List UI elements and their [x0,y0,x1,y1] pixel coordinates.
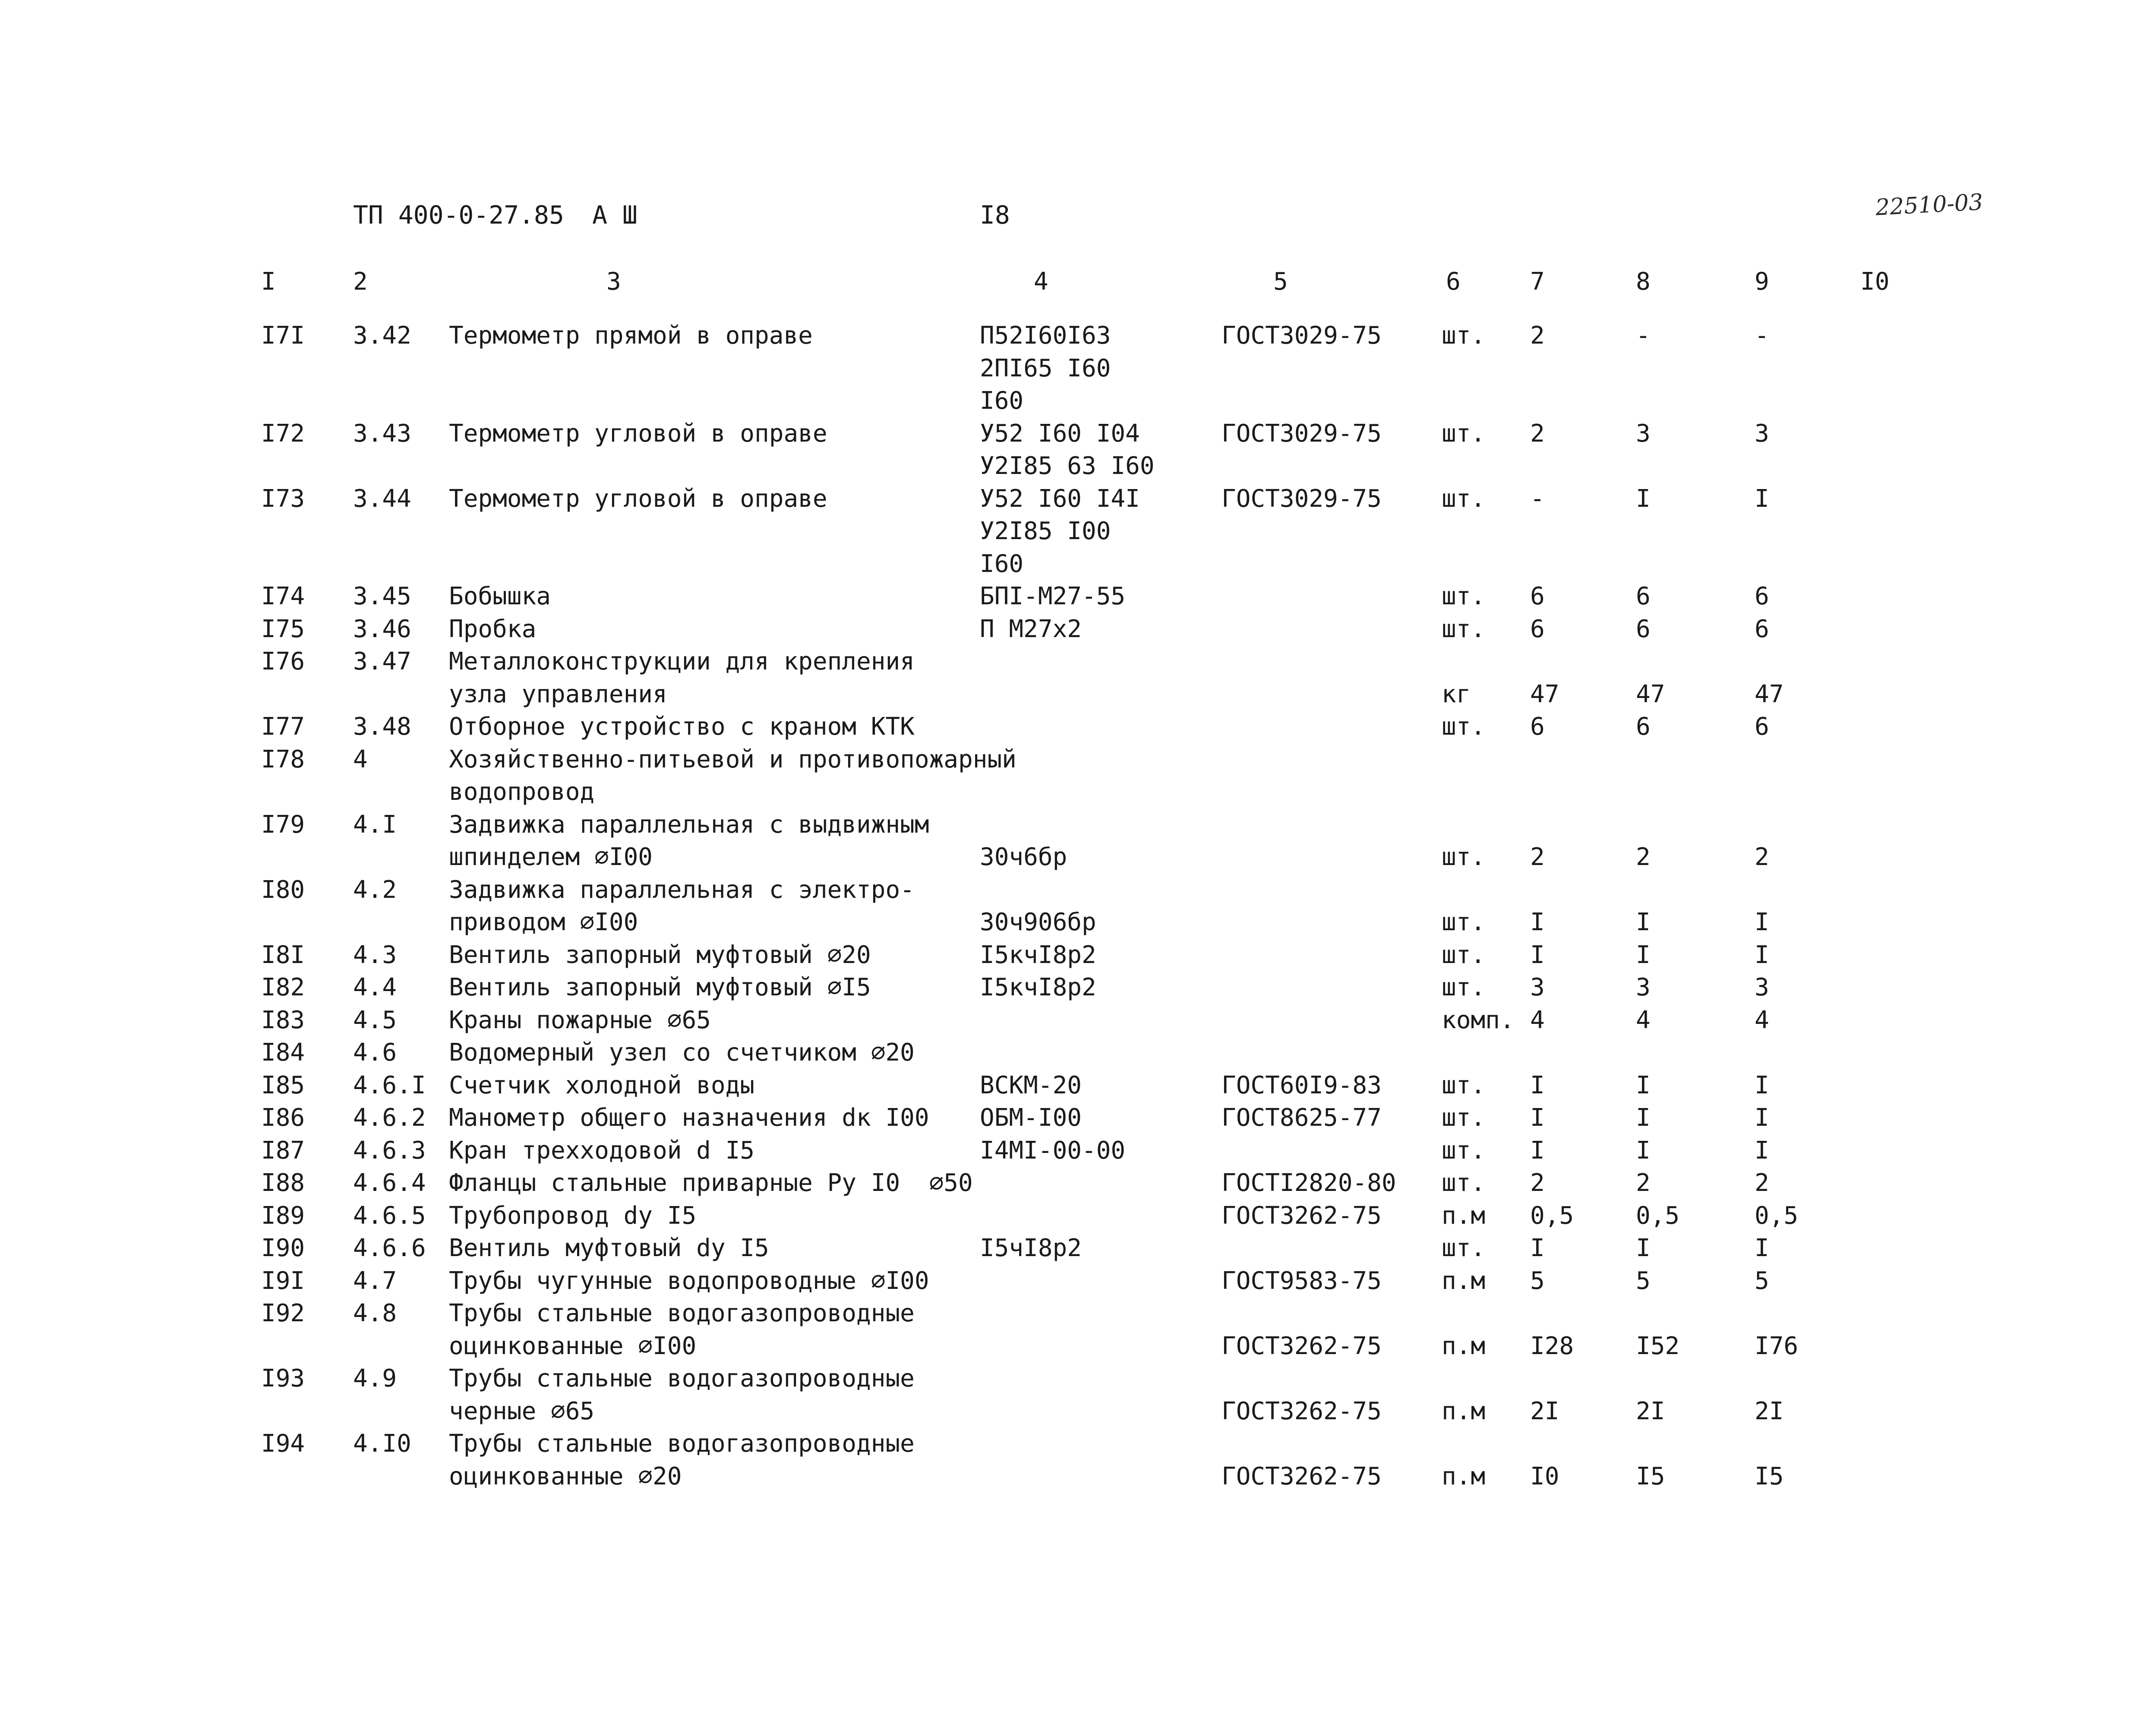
quantity-col-7: 2 [1530,322,1545,350]
gost-standard: ГОСТ60I9-83 [1222,1071,1382,1099]
unit: шт. [1442,941,1486,969]
unit: шт. [1442,1104,1486,1132]
row-number: I82 [261,973,305,1001]
item-name: Трубы стальные водогазопроводные [449,1364,915,1392]
gost-standard: ГОСТ3262-75 [1222,1332,1382,1360]
row-number: I79 [261,810,305,839]
item-name: Термометр прямой в оправе [449,322,813,350]
quantity-col-7: 2 [1530,843,1545,871]
unit: шт. [1442,419,1486,448]
album-number: А Ш [592,200,638,230]
quantity-col-9: I [1755,1136,1769,1165]
item-code: 4.5 [353,1006,397,1034]
item-mark: У2I85 I00 [980,517,1111,545]
item-code: 4.I [353,810,397,839]
item-code: 4.6 [353,1039,397,1067]
item-name: Задвижка параллельная с электро- [449,875,915,904]
gost-standard: ГОСТ8625-77 [1222,1104,1382,1132]
quantity-col-7: 6 [1530,713,1545,741]
quantity-col-9: 47 [1755,680,1784,708]
inventory-stamp: 22510-03 [1875,189,1984,221]
quantity-col-7: 2I [1530,1397,1559,1425]
gost-standard: ГОСТ9583-75 [1222,1266,1382,1295]
item-code: 3.43 [353,419,411,448]
quantity-col-9: 6 [1755,582,1769,610]
quantity-col-8: 2I [1636,1397,1665,1425]
unit: п.м [1442,1266,1486,1295]
quantity-col-8: 3 [1636,419,1651,448]
column-number: 9 [1755,268,1769,296]
quantity-col-7: 0,5 [1530,1201,1574,1230]
item-mark: У2I85 63 I60 [980,452,1155,480]
quantity-col-7: 6 [1530,615,1545,643]
row-number: I86 [261,1104,305,1132]
quantity-col-8: 2 [1636,843,1651,871]
item-name: Трубы стальные водогазопроводные [449,1430,915,1458]
page-number: I8 [980,200,1010,230]
quantity-col-8: 6 [1636,713,1651,741]
column-number: 4 [1034,268,1048,296]
item-name: Водомерный узел со счетчиком ∅20 [449,1039,915,1067]
quantity-col-7: I28 [1530,1332,1574,1360]
unit: кг [1442,680,1471,708]
gost-standard: ГОСТ3262-75 [1222,1397,1382,1425]
quantity-col-8: I52 [1636,1332,1680,1360]
quantity-col-7: 6 [1530,582,1545,610]
row-number: I76 [261,647,305,676]
quantity-col-9: 4 [1755,1006,1769,1034]
quantity-col-8: I [1636,1136,1651,1165]
quantity-col-8: I [1636,1071,1651,1099]
quantity-col-8: 2 [1636,1169,1651,1197]
row-number: I73 [261,484,305,513]
item-name: Бобышка [449,582,551,610]
quantity-col-8: 47 [1636,680,1665,708]
column-number: 2 [353,268,368,296]
item-code: 4.I0 [353,1430,411,1458]
quantity-col-9: I [1755,908,1769,936]
column-number: I [261,268,276,296]
row-number: I85 [261,1071,305,1099]
item-name: Счетчик холодной воды [449,1071,755,1099]
item-name: Фланцы стальные приварные Pу I0 ∅50 [449,1169,973,1197]
item-name: Термометр угловой в оправе [449,419,827,448]
unit: п.м [1442,1462,1486,1490]
gost-standard: ГОСТ3262-75 [1222,1462,1382,1490]
column-number: 7 [1530,268,1545,296]
item-mark: 30ч6бр [980,843,1067,871]
item-mark: I5кчI8р2 [980,973,1096,1001]
item-name: Трубопровод dу I5 [449,1201,697,1230]
item-code: 4.6.4 [353,1169,426,1197]
quantity-col-8: I [1636,484,1651,513]
unit: шт. [1442,615,1486,643]
quantity-col-9: I76 [1755,1332,1799,1360]
item-mark: П М27х2 [980,615,1082,643]
unit: п.м [1442,1201,1486,1230]
quantity-col-7: 5 [1530,1266,1545,1295]
item-mark: 2ПI65 I60 [980,354,1111,382]
item-mark: ВСКМ-20 [980,1071,1082,1099]
quantity-col-7: 4 [1530,1006,1545,1034]
item-mark: У52 I60 I4I [980,484,1140,513]
quantity-col-7: 2 [1530,419,1545,448]
quantity-col-9: 2I [1755,1397,1784,1425]
quantity-col-9: I [1755,941,1769,969]
unit: шт. [1442,582,1486,610]
gost-standard: ГОСТ3262-75 [1222,1201,1382,1230]
quantity-col-8: 0,5 [1636,1201,1680,1230]
row-number: I89 [261,1201,305,1230]
quantity-col-8: I5 [1636,1462,1665,1490]
unit: шт. [1442,484,1486,513]
unit: шт. [1442,1071,1486,1099]
column-number: 6 [1446,268,1461,296]
item-name: Термометр угловой в оправе [449,484,827,513]
item-name: Пробка [449,615,537,643]
unit: шт. [1442,908,1486,936]
unit: шт. [1442,713,1486,741]
quantity-col-8: 3 [1636,973,1651,1001]
quantity-col-7: I [1530,1104,1545,1132]
column-number: 5 [1273,268,1288,296]
item-mark: 30ч906бр [980,908,1096,936]
item-name: Краны пожарные ∅65 [449,1006,711,1034]
quantity-col-9: 6 [1755,615,1769,643]
quantity-col-8: 5 [1636,1266,1651,1295]
unit: шт. [1442,973,1486,1001]
item-name: шпинделем ∅I00 [449,843,653,871]
item-code: 4.7 [353,1266,397,1295]
item-mark: I4МI-00-00 [980,1136,1126,1165]
item-mark: I60 [980,387,1024,415]
item-mark: I60 [980,549,1024,578]
row-number: I94 [261,1430,305,1458]
unit: шт. [1442,1234,1486,1262]
item-name: Вентиль запорный муфтовый ∅20 [449,941,871,969]
item-name: Металлоконструкции для крепления [449,647,915,676]
quantity-col-7: I0 [1530,1462,1559,1490]
row-number: I78 [261,745,305,774]
item-mark: БПI-М27-55 [980,582,1126,610]
row-number: I88 [261,1169,305,1197]
document-code: ТП 400-0-27.85 [353,200,564,230]
item-code: 3.47 [353,647,411,676]
quantity-col-9: I5 [1755,1462,1784,1490]
item-mark: ОБМ-I00 [980,1104,1082,1132]
quantity-col-7: - [1530,484,1545,513]
item-name: Трубы чугунные водопроводные ∅I00 [449,1266,929,1295]
item-mark: I5кчI8р2 [980,941,1096,969]
quantity-col-9: 6 [1755,713,1769,741]
quantity-col-8: I [1636,1234,1651,1262]
column-number: 3 [606,268,621,296]
quantity-col-9: I [1755,1234,1769,1262]
quantity-col-7: 2 [1530,1169,1545,1197]
item-name: Хозяйственно-питьевой и противопожарный [449,745,1016,774]
quantity-col-8: 4 [1636,1006,1651,1034]
row-number: I92 [261,1299,305,1327]
item-code: 4.4 [353,973,397,1001]
row-number: I8I [261,941,305,969]
unit: комп. [1442,1006,1515,1034]
item-name: Задвижка параллельная с выдвижным [449,810,929,839]
item-code: 4.6.3 [353,1136,426,1165]
item-code: 3.46 [353,615,411,643]
quantity-col-9: 2 [1755,843,1769,871]
quantity-col-7: I [1530,1071,1545,1099]
item-code: 3.42 [353,322,411,350]
row-number: I72 [261,419,305,448]
gost-standard: ГОСТ3029-75 [1222,419,1382,448]
unit: шт. [1442,1136,1486,1165]
item-code: 4.8 [353,1299,397,1327]
quantity-col-8: - [1636,322,1651,350]
item-code: 3.44 [353,484,411,513]
column-number: 8 [1636,268,1651,296]
quantity-col-9: I [1755,484,1769,513]
item-name: Кран трехходовой d I5 [449,1136,755,1165]
item-name: оцинкованные ∅I00 [449,1332,697,1360]
quantity-col-7: 3 [1530,973,1545,1001]
unit: шт. [1442,322,1486,350]
gost-standard: ГОСТ3029-75 [1222,484,1382,513]
item-code: 4.9 [353,1364,397,1392]
quantity-col-7: I [1530,1136,1545,1165]
quantity-col-9: - [1755,322,1769,350]
item-name: Отборное устройство с краном КТК [449,713,915,741]
row-number: I9I [261,1266,305,1295]
item-name: Вентиль запорный муфтовый ∅I5 [449,973,871,1001]
item-name: узла управления [449,680,667,708]
quantity-col-9: 3 [1755,419,1769,448]
row-number: I83 [261,1006,305,1034]
item-code: 4.6.6 [353,1234,426,1262]
quantity-col-7: I [1530,941,1545,969]
row-number: I77 [261,713,305,741]
unit: п.м [1442,1332,1486,1360]
unit: шт. [1442,843,1486,871]
item-mark: I5чI8р2 [980,1234,1082,1262]
quantity-col-9: I [1755,1104,1769,1132]
quantity-col-8: I [1636,908,1651,936]
row-number: I75 [261,615,305,643]
item-name: черные ∅65 [449,1397,595,1425]
item-mark: П52I60I63 [980,322,1111,350]
item-name: Вентиль муфтовый dу I5 [449,1234,769,1262]
quantity-col-7: 47 [1530,680,1559,708]
item-name: Манометр общего назначения dк I00 [449,1104,929,1132]
unit: п.м [1442,1397,1486,1425]
item-code: 4.6.2 [353,1104,426,1132]
quantity-col-8: I [1636,941,1651,969]
quantity-col-8: I [1636,1104,1651,1132]
gost-standard: ГОСТI2820-80 [1222,1169,1396,1197]
item-name: оцинкованные ∅20 [449,1462,682,1490]
item-name: приводом ∅I00 [449,908,638,936]
item-code: 4.6.5 [353,1201,426,1230]
item-code: 3.45 [353,582,411,610]
quantity-col-7: I [1530,1234,1545,1262]
row-number: I7I [261,322,305,350]
item-code: 3.48 [353,713,411,741]
unit: шт. [1442,1169,1486,1197]
quantity-col-9: I [1755,1071,1769,1099]
gost-standard: ГОСТ3029-75 [1222,322,1382,350]
row-number: I80 [261,875,305,904]
quantity-col-7: I [1530,908,1545,936]
row-number: I87 [261,1136,305,1165]
column-number: I0 [1860,268,1890,296]
quantity-col-8: 6 [1636,582,1651,610]
quantity-col-9: 5 [1755,1266,1769,1295]
row-number: I90 [261,1234,305,1262]
row-number: I74 [261,582,305,610]
quantity-col-9: 2 [1755,1169,1769,1197]
quantity-col-9: 3 [1755,973,1769,1001]
item-name: Трубы стальные водогазопроводные [449,1299,915,1327]
item-code: 4.6.I [353,1071,426,1099]
row-number: I93 [261,1364,305,1392]
row-number: I84 [261,1039,305,1067]
quantity-col-8: 6 [1636,615,1651,643]
item-code: 4.3 [353,941,397,969]
item-mark: У52 I60 I04 [980,419,1140,448]
quantity-col-9: 0,5 [1755,1201,1799,1230]
item-name: водопровод [449,778,595,806]
item-code: 4.2 [353,875,397,904]
item-code: 4 [353,745,368,774]
